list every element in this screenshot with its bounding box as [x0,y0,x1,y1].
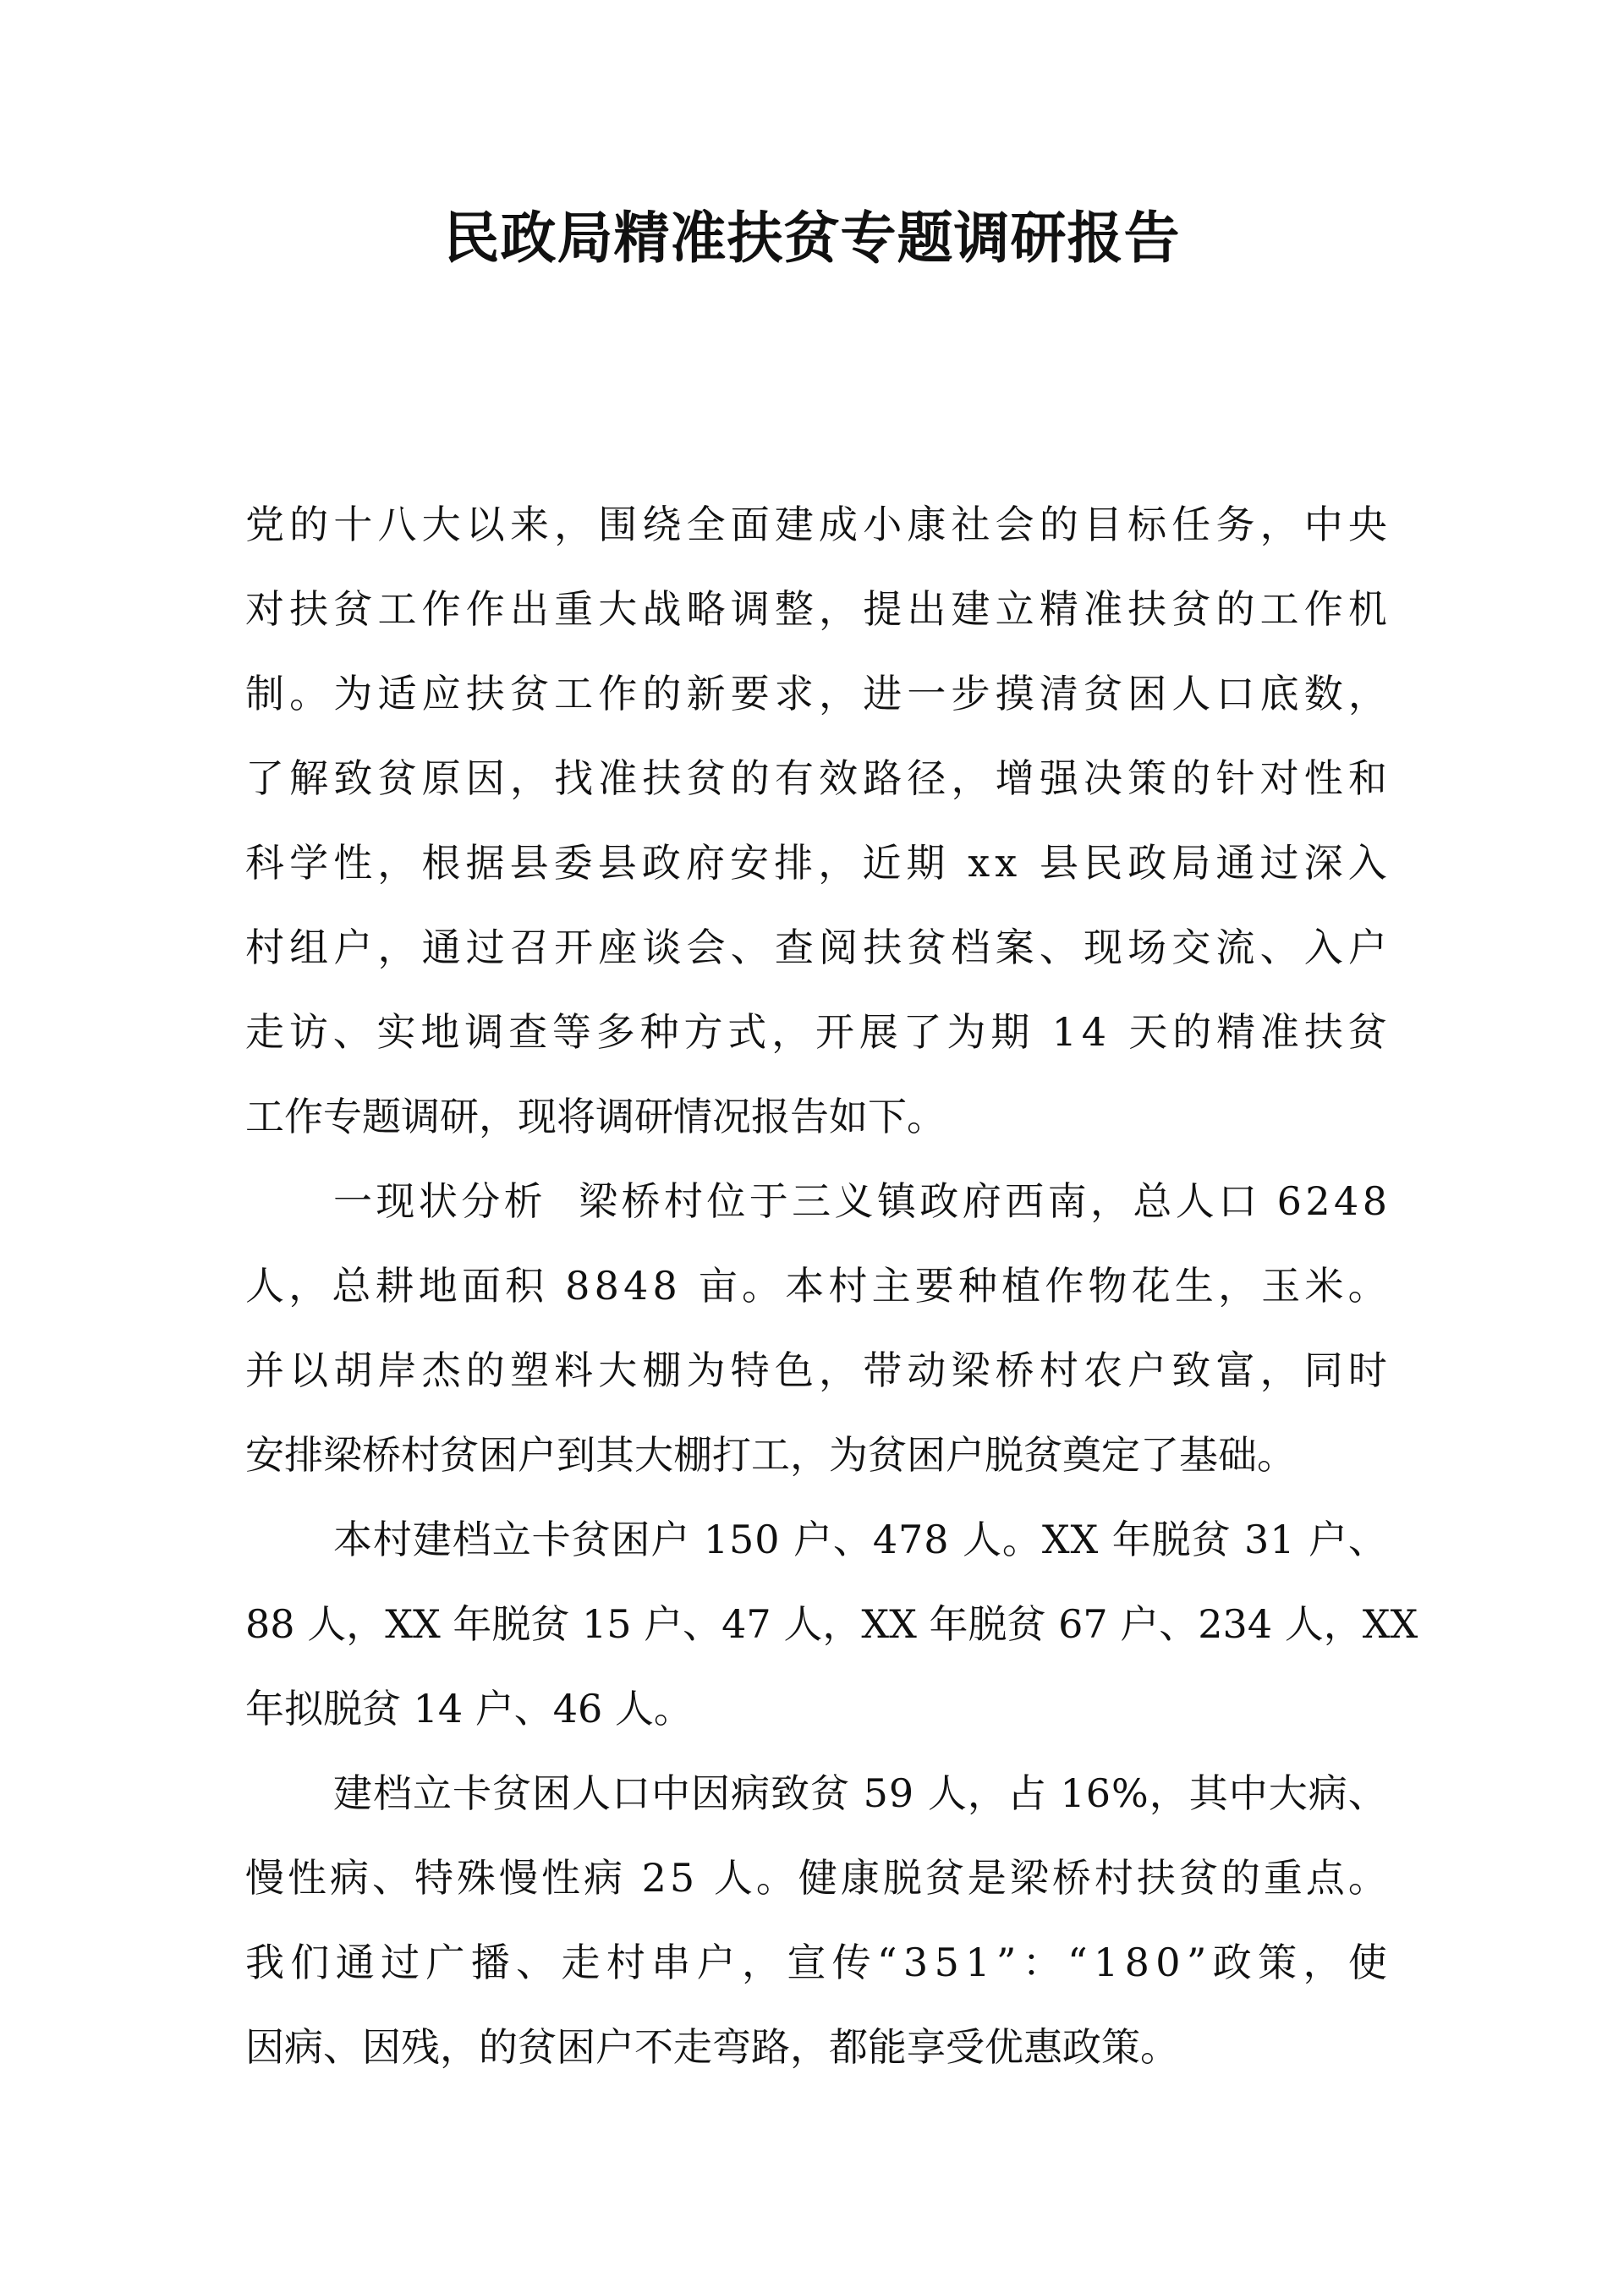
text-line: 了 解 致 贫 原 因 ， 找 准 扶 贫 的 有 效 路 径 ， 增 强 决 策 的 针 对 性 和 [245,755,1387,801]
text-line: 工作专题调研，现将调研情况报告如下。 [245,1094,946,1139]
text-line: 8 8 人 ， X X 年 脱 贫 1 5 户 、 4 7 人 ， X X 年 脱 贫 6 7 户 、 2 3 4 人 ， X X [245,1601,1418,1647]
text-line: 本 村 建 档 立 卡 贫 困 户 1 5 0 户 、 4 7 8 人 。 X X 年 脱 贫 3 1 户 、 [333,1517,1387,1562]
paragraph-illness-poverty [245,1751,1387,2089]
text-line: 慢 性 病 、 特 殊 慢 性 病 2 5 人 。 健 康 脱 贫 是 梁 桥 村 扶 贫 的 重 点 。 [245,1855,1387,1901]
text-line: 制 。 为 适 应 扶 贫 工 作 的 新 要 求 ， 进 一 步 摸 清 贫 困 人 口 底 数 ， [245,671,1387,716]
text-line: 我 们 通 过 广 播 、 走 村 串 户 ， 宣 传 “ 3 5 1 ” ： “ 1 8 0 ” 政 策 ， 使 [245,1940,1387,1985]
text-line: 走 访 、 实 地 调 查 等 多 种 方 式 ， 开 展 了 为 期 1 4 天 的 精 准 扶 贫 [245,1009,1387,1055]
text-line: 村 组 户 ， 通 过 召 开 座 谈 会 、 查 阅 扶 贫 档 案 、 现 场 交 流 、 入 户 [245,925,1387,970]
text-line: 安排梁桥村贫困户到其大棚打工，为贫困户脱贫奠定了基础。 [245,1432,1296,1478]
paragraph-status-analysis [245,1159,1387,1497]
text-line: 建 档 立 卡 贫 困 人 口 中 因 病 致 贫 5 9 人 ， 占 1 6 % ， 其 中 大 病 、 [333,1770,1387,1816]
text-line: 并 以 胡 岸 杰 的 塑 料 大 棚 为 特 色 ， 带 动 梁 桥 村 农 户 致 富 ， 同 时 [245,1347,1387,1393]
text-line: 对 扶 贫 工 作 作 出 重 大 战 略 调 整 ， 提 出 建 立 精 准 扶 贫 的 工 作 机 [245,586,1387,632]
text-line: 党 的 十 八 大 以 来 ， 围 绕 全 面 建 成 小 康 社 会 的 目 标 任 务 ， 中 央 [245,502,1387,547]
paragraph-registered-households [245,1497,1418,1751]
text-line: 因病、因残，的贫困户不走弯路，都能享受优惠政策。 [245,2024,1179,2070]
document-title: 民政局精准扶贫专题调研报告 [443,206,1181,271]
paragraph-intro [245,482,1387,1159]
text-line: 科 学 性 ， 根 据 县 委 县 政 府 安 排 ， 近 期 x x 县 民 政 局 通 过 深 入 [245,840,1387,886]
text-line: 人 ， 总 耕 地 面 积 8 8 4 8 亩 。 本 村 主 要 种 植 作 物 花 生 ， 玉 米 。 [245,1263,1387,1309]
document-body [245,482,1418,2089]
text-line: 年拟脱贫 14 户、46 人。 [245,1686,693,1731]
text-line: 一 现 状 分 析 梁 桥 村 位 于 三 义 镇 政 府 西 南 ， 总 人 口 6 2 4 8 [333,1178,1387,1224]
